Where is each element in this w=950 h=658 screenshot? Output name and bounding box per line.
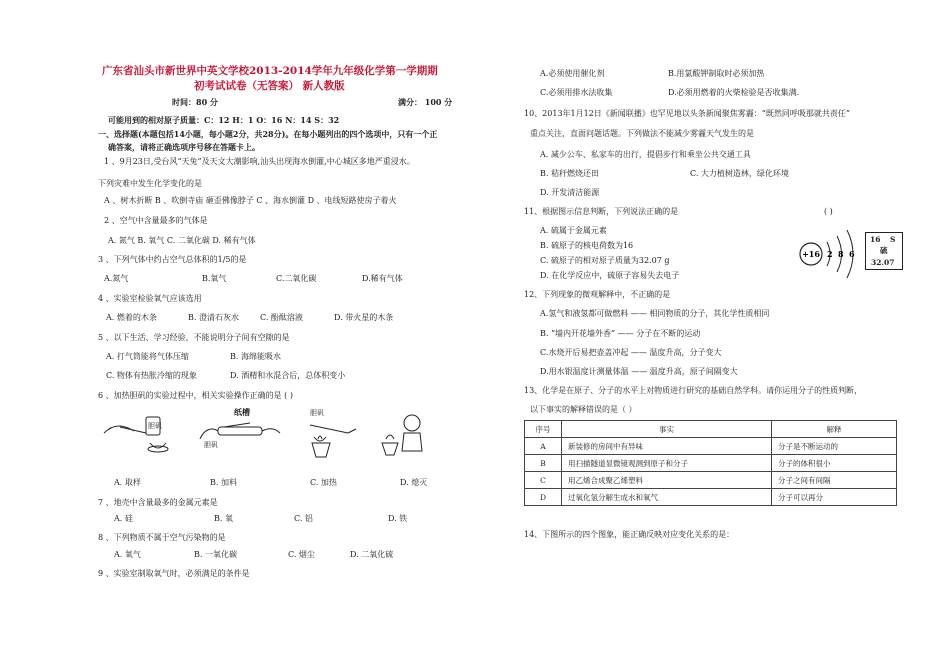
q12-option-a: A.氢气和液氢都可做燃料 —— 相同物质的分子，其化学性质相同	[540, 309, 770, 318]
q9-stem: 9 、实验室制取氧气时，必须满足的条件是	[98, 569, 250, 578]
q11-stem: 11、根据图示信息判断，下列说法正确的是	[524, 207, 679, 216]
table-row	[525, 489, 897, 506]
q12-option-b: B. “墙内开花墙外香” —— 分子在不断的运动	[540, 329, 701, 338]
q10-stem: 10、2013年1月12日《新闻联播》也罕见地以头条新闻聚焦雾霾：“既然同呼吸那就共责任”	[524, 109, 850, 118]
q9-option-b: B.用氯酸钾制取时必须加热	[668, 69, 765, 78]
figure-b-paper-label: 纸槽	[234, 407, 250, 417]
shell-1-electrons: 2	[827, 249, 833, 259]
row-explanation: 分子的体积很小	[772, 455, 897, 472]
q3-option-a: A.氮气	[104, 274, 129, 283]
q6-option-b: B. 加料	[210, 478, 237, 487]
figure-c-label: 胆矾	[310, 409, 324, 417]
q14-stem: 14、下图所示的四个图象，能正确反映对应变化关系的是：	[524, 530, 735, 539]
header-fact: 事实	[562, 421, 772, 438]
header-index: 序号	[525, 421, 562, 438]
full-score: 满分： 100 分	[398, 97, 453, 107]
q11-option-b: B. 硫原子的核电荷数为16	[540, 241, 634, 250]
q3-option-c: C.二氧化碳	[276, 274, 317, 283]
q6-option-c: C. 加热	[310, 478, 337, 487]
q8-option-d: D. 二氧化硫	[350, 550, 394, 559]
q2-options: A. 氮气 B. 氧气 C. 二氧化碳 D. 稀有气体	[108, 236, 256, 245]
q5-option-b: B. 海绵能吸水	[230, 352, 281, 361]
nucleus-charge: +16	[802, 249, 820, 259]
q9-option-c: C.必须用排水法收集	[540, 88, 613, 97]
q2-stem: 2 、空气中含量最多的气体是	[104, 216, 208, 225]
figure-a-sampling	[104, 417, 168, 452]
q5-option-a: A. 打气筒能将气体压缩	[106, 352, 189, 361]
q7-option-a: A. 硅	[114, 514, 133, 523]
q7-option-d: D. 铁	[388, 514, 408, 523]
q11-option-c: C. 硫原子的相对原子质量为32.07 g	[540, 256, 670, 265]
element-name: 硫	[880, 246, 888, 255]
shell-3-electrons: 6	[849, 249, 855, 259]
q10-option-a: A. 减少公车、私家车的出行，提倡步行和乘坐公共交通工具	[540, 150, 751, 159]
q3-stem: 3 、下列气体中约占空气总体积的1/5的是	[98, 255, 247, 264]
exam-time: 时间：80 分	[172, 97, 218, 107]
figure-d-extinguish	[382, 415, 422, 455]
q6-option-a: A. 取样	[114, 478, 141, 487]
table-row	[525, 438, 897, 455]
q10-option-d: D. 开发清洁能源	[540, 188, 600, 197]
q3-option-b: B.氧气	[202, 274, 227, 283]
row-fact: 过氧化氢分解生成水和氧气	[562, 489, 772, 506]
table-row	[525, 472, 897, 489]
q5-stem: 5 、以下生活、学习经验，不能说明分子间有空隙的是	[98, 333, 290, 342]
right-column	[524, 0, 910, 658]
q11-option-a: A. 硫属于金属元素	[540, 226, 607, 235]
q1-intro: 1 、9月23日,受台风“天兔”及天文大潮影响,汕头出现海水倒灌,中心城区多地严重浸水。	[104, 157, 415, 166]
q9-option-a: A.必须使用催化剂	[540, 69, 605, 78]
q10-option-c: C. 大力植树造林，绿化环境	[690, 169, 789, 178]
row-index: D	[525, 489, 562, 506]
section1-instructions: 一、选择题(本题包括14小题，每小题2分，共28分)。在每小题列出的四个选项中，只有一个正	[98, 129, 438, 139]
table-header-row	[525, 421, 897, 438]
atomic-masses: 可能用到的相对原子质量：C：12 H：1 O：16 N：14 S：32	[108, 115, 340, 125]
q12-option-d: D.用水银温度计测量体温 —— 温度升高，原子间隔变大	[540, 367, 738, 376]
title-line-1: 广东省汕头市新世界中英文学校2013-2014学年九年级化学第一学期期	[102, 65, 438, 77]
element-number: 16	[870, 235, 881, 244]
q6-stem: 6 、加热胆矾的实验过程中，相关实验操作正确的是 ( )	[98, 391, 293, 400]
title-line-2: 初考试试卷（无答案） 新人教版	[194, 80, 345, 92]
row-index: C	[525, 472, 562, 489]
q4-option-d: D. 带火星的木条	[334, 313, 394, 322]
q6-figures	[100, 403, 440, 463]
element-mass: 32.07	[871, 258, 895, 267]
element-symbol: S	[890, 235, 896, 244]
q8-stem: 8 、下列物质不属于空气污染物的是	[98, 533, 226, 542]
section1-instructions-2: 确答案，请将正确选项序号移在答题卡上。	[108, 142, 260, 152]
q5-option-c: C. 物体有热胀冷缩的现象	[106, 371, 197, 380]
figure-c-heating	[310, 408, 356, 457]
q1-stem: 下列灾难中发生化学变化的是	[98, 179, 202, 188]
q1-options: A 、树木折断 B 、吹倒寺庙 砸歪佛像脖子 C 、海水倒灌 D 、电线短路使房子着火	[104, 196, 397, 205]
header-explanation: 解释	[772, 421, 897, 438]
table-row	[525, 455, 897, 472]
row-index: A	[525, 438, 562, 455]
row-index: B	[525, 455, 562, 472]
q4-option-c: C. 酚酞溶液	[260, 313, 303, 322]
q10-option-b: B. 秸秆燃烧还田	[540, 169, 599, 178]
q9-option-d: D.必须用燃着的火柴检验是否收集满.	[668, 88, 800, 97]
shell-2-electrons: 8	[838, 249, 844, 259]
q13-stem: 13、化学是在原子、分子的水平上对物质进行研究的基础自然学科。请你运用分子的性质判断，	[524, 386, 863, 395]
row-fact: 用乙烯合成聚乙烯塑料	[562, 472, 772, 489]
q7-option-b: B. 氧	[214, 514, 233, 523]
q7-option-c: C. 铝	[294, 514, 313, 523]
q8-option-c: C. 烟尘	[288, 550, 315, 559]
q8-option-a: A. 氧气	[114, 550, 141, 559]
figure-b-loading	[200, 407, 280, 449]
q13-table	[524, 420, 897, 506]
q4-stem: 4 、实验室检验氧气应该选用	[98, 294, 202, 303]
element-card	[865, 232, 903, 270]
q6-option-d: D. 熄灭	[400, 478, 428, 487]
figure-a-label: 胆矾	[148, 422, 162, 430]
row-fact: 用扫描隧道显微镜观测到原子和分子	[562, 455, 772, 472]
q10-stem-2: 重点关注，直面问题话题。下列做法不能减少雾霾天气发生的是	[530, 129, 754, 138]
q4-option-a: A. 燃着的木条	[106, 313, 157, 322]
q11-option-d: D. 在化学反应中，硫原子容易失去电子	[540, 271, 680, 280]
q8-option-b: B. 一氧化碳	[194, 550, 237, 559]
row-explanation: 分子可以再分	[772, 489, 897, 506]
q5-option-d: D. 酒精和水混合后，总体积变小	[230, 371, 346, 380]
q13-stem-2: 以下事实的解释错误的是（ ）	[530, 405, 637, 414]
q3-option-d: D.稀有气体	[362, 274, 403, 283]
row-fact: 新装修的房间中有异味	[562, 438, 772, 455]
row-explanation: 分子之间有间隔	[772, 472, 897, 489]
q12-option-c: C.水烧开后易把壶盖冲起 —— 温度升高，分子变大	[540, 348, 722, 357]
q12-stem: 12、下列现象的微观解释中，不正确的是	[524, 290, 671, 299]
q4-option-b: B. 澄清石灰水	[188, 313, 239, 322]
q11-answer-paren: ( )	[824, 207, 833, 216]
left-column	[98, 0, 472, 658]
row-explanation: 分子是不断运动的	[772, 438, 897, 455]
q7-stem: 7 、地壳中含量最多的金属元素是	[98, 498, 218, 507]
figure-b-label: 胆矾	[204, 441, 218, 449]
